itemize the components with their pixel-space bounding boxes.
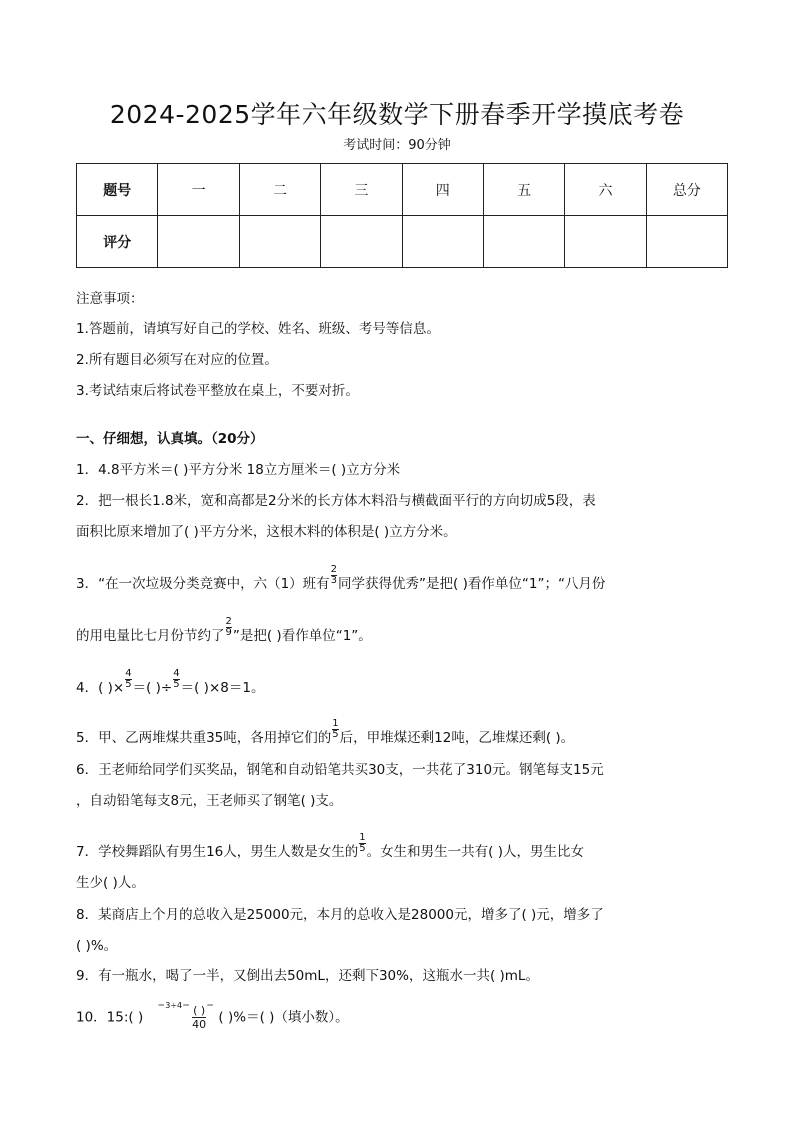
question-8-line1: 8．某商店上个月的总收入是25000元，本月的总收入是28000元，增多了( )元，增多了 [76,907,604,923]
fraction-numerator: 2 [225,615,232,627]
question-2-line1: 2．把一根长1.8米，宽和高都是2分米的长方体木料沿与横截面平行的方向切成5段，表 [76,493,596,509]
question-10-equation: ＝3÷4＝ [157,1001,191,1010]
fraction-denominator: 5 [173,678,180,690]
question-6-line2: ，自动铅笔每支8元，王老师买了钢笔( )支。 [76,793,343,809]
question-5-text-a: 5．甲、乙两堆煤共重35吨，各用掉它们的 [76,730,332,746]
score-table-header-cell: 四 [402,164,483,216]
score-table-header-row [77,164,728,216]
question-4-text-c: ＝( )×8＝1。 [180,680,265,696]
question-8-line2: ( )%。 [76,938,118,954]
question-5-text-b: 后，甲堆煤还剩12吨，乙堆煤还剩( )。 [339,730,575,746]
question-10-text-a: 10．15:( ) [76,1009,144,1026]
score-cell[interactable] [483,216,564,268]
score-table-header-cell: 六 [565,164,646,216]
section-heading: 一、仔细想，认真填。（20分） [76,431,264,447]
score-cell[interactable] [158,216,239,268]
score-table [76,163,728,268]
fraction-denominator: 9 [225,626,232,638]
question-3-line1 [76,563,606,595]
question-9: 9．有一瓶水，喝了一半，又倒出去50mL，还剩下30%，这瓶水一共( )mL。 [76,968,539,984]
exam-duration: 考试时间：90分钟 [343,138,451,153]
score-cell[interactable] [239,216,320,268]
fraction-numerator: 4 [173,667,180,679]
score-table-header-cell: 题号 [77,164,158,216]
question-4-text-a: 4．( )× [76,680,125,696]
question-7-text-a: 7．学校舞蹈队有男生16人，男生人数是女生的 [76,844,359,860]
fraction-one-fifth [359,833,365,854]
fraction-numerator: 1 [359,831,366,843]
fraction-numerator: ( ) [193,1004,206,1017]
question-3-line2 [76,615,372,647]
question-3-text-b: 同学获得优秀”是把( )看作单位“1”；“八月份 [338,576,606,592]
score-cell[interactable] [565,216,646,268]
question-7-line2: 生少( )人。 [76,875,145,891]
fraction-denominator: 3 [330,574,338,586]
score-cell[interactable] [646,216,727,268]
question-10-text-b: ( )%＝( )（填小数）。 [214,1009,349,1026]
fraction-two-thirds [331,565,337,586]
fraction-denominator: 5 [332,728,339,740]
fraction-numerator: 1 [332,717,339,729]
score-table-score-row [77,216,728,268]
note-item: 2.所有题目必须写在对应的位置。 [76,352,278,368]
note-item: 1.答题前，请填写好自己的学校、姓名、班级、考号等信息。 [76,321,440,337]
score-table-header-cell: 五 [483,164,564,216]
score-cell[interactable] [321,216,402,268]
question-3-text-c: 的用电量比七月份节约了 [76,628,225,644]
fraction-denominator: 5 [359,842,366,854]
fraction-four-fifths [173,669,179,690]
fraction-numerator: 4 [125,667,132,679]
question-7-text-b: 。女生和男生一共有( )人，男生比女 [366,844,584,860]
score-cell[interactable] [402,216,483,268]
score-table-header-cell: 一 [158,164,239,216]
question-2-line2: 面积比原来增加了( )平方分米，这根木料的体积是( )立方分米。 [76,524,457,540]
question-7-line1 [76,831,584,863]
score-table-header-cell: 总分 [646,164,727,216]
question-6-line1: 6．王老师给同学们买奖品，钢笔和自动铅笔共买30支，一共花了310元。钢笔每支15元 [76,762,604,778]
question-4 [76,667,265,699]
question-3-text-a: 3．“在一次垃圾分类竞赛中，六（1）班有 [76,576,330,592]
question-1: 1．4.8平方米＝( )平方分米 18立方厘米＝( )立方分米 [76,462,401,478]
question-4-text-b: ＝( )÷ [132,680,173,696]
notes-heading: 注意事项： [76,291,144,307]
fraction-one-fifth [332,719,338,740]
fraction-two-ninths [226,617,232,638]
note-item: 3.考试结束后将试卷平整放在桌上，不要对折。 [76,383,359,399]
question-3-text-d: ”是把( )看作单位“1”。 [232,628,372,644]
fraction-numerator: 2 [330,563,338,575]
fraction-blank-over-40 [192,1004,206,1031]
fraction-four-fifths [125,669,131,690]
fraction-denominator: 5 [125,678,132,690]
score-row-label: 评分 [77,216,158,268]
score-table-header-cell: 二 [239,164,320,216]
exam-title: 2024-2025学年六年级数学下册春季开学摸底考卷 [109,100,685,129]
question-10 [76,1001,349,1031]
score-table-header-cell: 三 [321,164,402,216]
fraction-denominator: 40 [192,1018,207,1031]
question-10-equals: ＝ [206,1001,215,1010]
question-5 [76,717,575,749]
